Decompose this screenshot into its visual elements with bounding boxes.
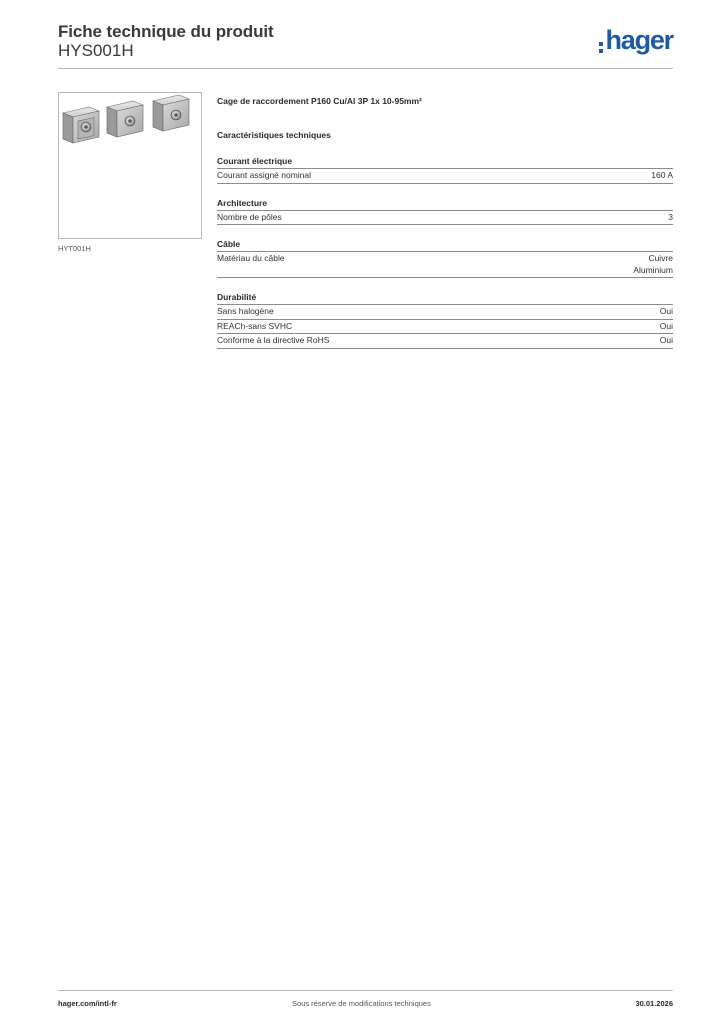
spec-value: [668, 212, 673, 224]
terminal-blocks-illustration: [59, 93, 201, 238]
footer-divider: [58, 990, 673, 991]
spec-value: [651, 170, 673, 182]
spec-group-title: Courant électrique: [217, 156, 673, 169]
spec-label: Conforme à la directive RoHS: [217, 335, 330, 345]
spec-value: [660, 306, 673, 318]
spec-label: REACh-sans SVHC: [217, 320, 293, 331]
spec-row: [217, 334, 673, 349]
hager-logo[interactable]: [599, 27, 673, 56]
page-header: [58, 20, 673, 70]
terminal-block-3: [153, 95, 189, 131]
spec-group-title: Durabilité: [217, 292, 673, 305]
footer-disclaimer: Sous réserve de modifications techniques: [292, 999, 431, 1008]
footer-website-link[interactable]: hager.com/intl-fr: [58, 999, 117, 1008]
spec-label: Sans halogène: [217, 306, 274, 316]
spec-value-line: Oui: [659, 335, 673, 345]
product-name: Cage de raccordement P160 Cu/Al 3P 1x 10-95mm²: [217, 96, 422, 106]
spec-row: [217, 320, 673, 335]
logo-dots-icon: [599, 42, 603, 53]
spec-groups: [217, 156, 673, 349]
spec-group: [217, 292, 673, 349]
spec-value-line: 160 A: [651, 170, 673, 180]
product-photo: [58, 92, 202, 239]
spec-value-line: Oui: [659, 306, 673, 316]
spec-value: [633, 253, 673, 276]
spec-value: [660, 335, 673, 347]
section-heading: Caractéristiques techniques: [217, 130, 331, 140]
footer-date: 30.01.2026: [635, 999, 673, 1008]
page-title: Fiche technique du produit: [58, 22, 274, 41]
spec-label: Matériau du câble: [217, 253, 285, 263]
spec-row: [217, 211, 673, 226]
photo-caption: HYT001H: [58, 244, 91, 253]
spec-row: [217, 169, 673, 184]
spec-group: [217, 239, 673, 278]
spec-value-line: Oui: [659, 320, 673, 331]
spec-row: [217, 305, 673, 320]
logo-wordmark: hager: [605, 25, 673, 55]
specifications: [217, 96, 673, 363]
spec-label: Nombre de pôles: [217, 211, 282, 222]
spec-value-line: Aluminium: [633, 264, 673, 275]
product-reference: HYS001H: [58, 41, 134, 60]
spec-value-line: Cuivre: [648, 253, 673, 263]
spec-label: Courant assigné nominal: [217, 170, 312, 180]
spec-value-line: 3: [668, 211, 673, 222]
spec-group: [217, 156, 673, 184]
terminal-block-1: [63, 107, 99, 143]
spec-group-title: Architecture: [217, 198, 673, 211]
terminal-block-2: [107, 101, 143, 137]
spec-group: [217, 198, 673, 226]
spec-group-title: Câble: [217, 239, 673, 252]
spec-value: [660, 321, 673, 333]
spec-row: [217, 252, 673, 278]
header-divider: [58, 68, 673, 69]
